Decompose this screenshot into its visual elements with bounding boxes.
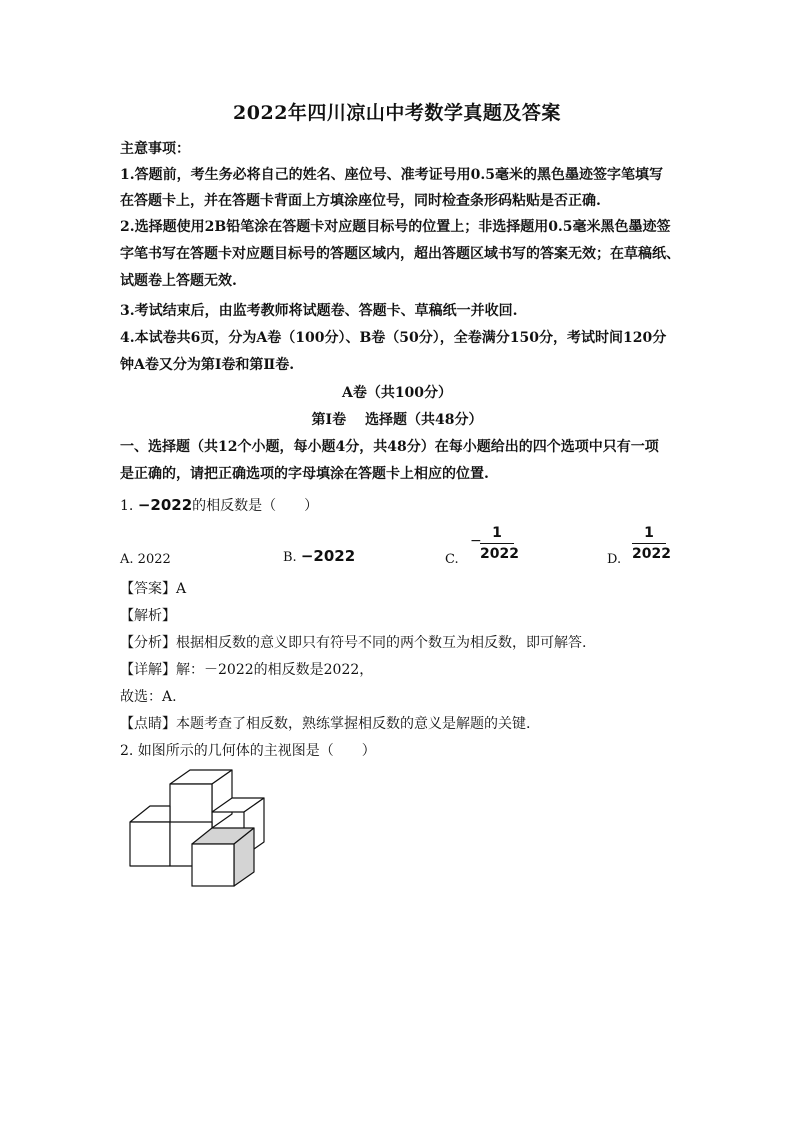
- question-number: 1.: [120, 498, 134, 514]
- option-label: B.: [283, 550, 297, 565]
- option-value: −2022: [300, 547, 356, 565]
- option-d-fraction: [632, 524, 671, 563]
- notice-line: 钟A卷又分为第Ⅰ卷和第Ⅱ卷.: [120, 357, 295, 373]
- option-d-label: D.: [607, 552, 622, 567]
- fraction-bar: [480, 543, 514, 544]
- choose-line: 故选：A.: [120, 689, 177, 705]
- part1-heading: 第Ⅰ卷 选择题（共48分）: [311, 412, 483, 428]
- part1-intro: 是正确的，请把正确选项的字母填涂在答题卡上相应的位置.: [120, 466, 489, 482]
- option-value: 2022: [137, 552, 171, 567]
- fraction-denominator: 2022: [480, 546, 519, 562]
- section-a-heading: A卷（共100分）: [341, 385, 453, 401]
- cube-front-face: [192, 844, 234, 886]
- notice-line: 3.考试结束后，由监考教师将试题卷、答题卡、草稿纸一并收回.: [120, 303, 518, 319]
- fraction-numerator: 1: [644, 525, 654, 541]
- fraction-bar: [632, 543, 666, 544]
- notice-line: 1.答题前，考生务必将自己的姓名、座位号、准考证号用0.5毫米的黑色墨迹签字笔填写: [120, 167, 663, 183]
- notice-line: 试题卷上答题无效.: [120, 273, 237, 289]
- option-c-fraction: [480, 524, 519, 563]
- fraction-denominator: 2022: [632, 546, 671, 562]
- notice-line: 在答题卡上，并在答题卡背面上方填涂座位号，同时检查条形码粘贴是否正确.: [120, 193, 601, 209]
- analysis-line: 【分析】根据相反数的意义即只有符号不同的两个数互为相反数，即可解答.: [120, 635, 587, 651]
- question-2: 2. 如图所示的几何体的主视图是（ ）: [120, 743, 376, 759]
- comment-line: 【点睛】本题考查了相反数，熟练掌握相反数的意义是解题的关键.: [120, 716, 531, 732]
- cube-solid-figure: [126, 766, 271, 891]
- option-label: A.: [120, 552, 134, 567]
- question-stem: 的相反数是（ ）: [192, 498, 319, 514]
- option-c-label: C.: [445, 552, 459, 567]
- page-title: 2022年四川凉山中考数学真题及答案: [233, 102, 561, 124]
- option-a: [120, 552, 171, 567]
- cube-front-face: [130, 822, 170, 866]
- notice-heading: 主意事项：: [120, 141, 190, 157]
- notice-line: 4.本试卷共6页，分为A卷（100分）、B卷（50分），全卷满分150分，考试时间120分: [120, 330, 667, 346]
- notice-line: 字笔书写在答题卡对应题目标号的答题区域内，超出答题区域书写的答案无效；在草稿纸、: [120, 246, 680, 262]
- analysis-heading: 【解析】: [120, 608, 176, 624]
- detail-line: 【详解】解：－2022的相反数是2022，: [120, 662, 374, 678]
- cube-top-face: [130, 806, 170, 822]
- question-expression: −2022: [137, 496, 193, 514]
- notice-line: 2.选择题使用2B铅笔涂在答题卡对应题目标号的位置上；非选择题用0.5毫米黑色墨迹签: [120, 219, 671, 235]
- question-1: [120, 495, 680, 515]
- option-c-sign: −: [470, 533, 482, 549]
- option-b: [283, 547, 355, 565]
- part1-intro: 一、选择题（共12个小题，每小题4分，共48分）在每小题给出的四个选项中只有一项: [120, 439, 659, 455]
- answer-line: 【答案】A: [120, 581, 187, 597]
- fraction-numerator: 1: [492, 525, 502, 541]
